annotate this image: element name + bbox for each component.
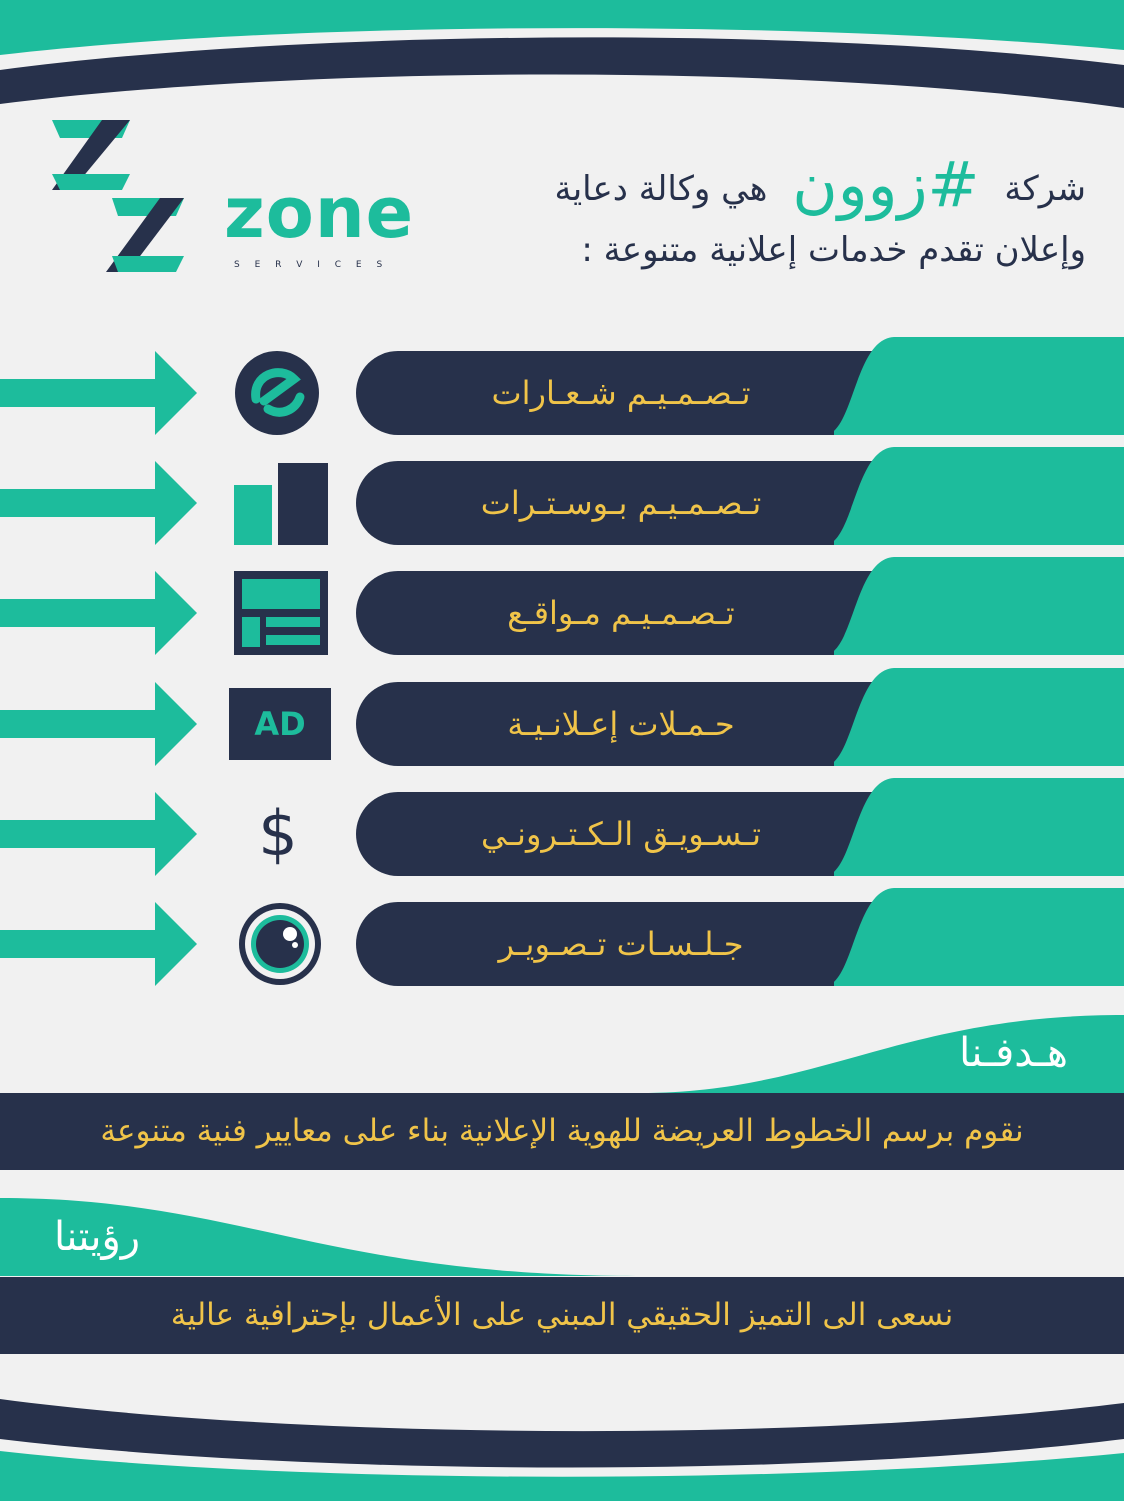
service-label: جـلـسـات تـصـويـر <box>498 925 744 963</box>
service-label: حـمـلات إعـلانـيـة <box>507 705 735 743</box>
service-label: تـصـمـيـم شـعـارات <box>491 374 751 412</box>
arrow-right-icon <box>0 902 200 986</box>
service-row <box>0 902 1124 986</box>
service-row <box>0 461 1124 545</box>
vision-wave <box>0 1198 1124 1278</box>
brand-logo <box>52 116 452 276</box>
vision-title: رؤيتنا <box>54 1214 141 1260</box>
intro-prefix: شركة <box>1004 169 1086 209</box>
arrow-right-icon <box>0 571 200 655</box>
service-row <box>0 792 1124 876</box>
brand-name: zone <box>224 172 415 254</box>
goal-text: نقوم برسم الخطوط العريضة للهوية الإعلانية بناء على معايير فنية متنوعة <box>100 1113 1024 1149</box>
service-label: تـصـمـيـم بـوسـتـرات <box>480 484 762 522</box>
dollar-sign: $ <box>258 797 298 870</box>
intro-line-2: وإعلان تقدم خدمات إعلانية متنوعة : <box>581 230 1086 270</box>
arrow-right-icon <box>0 682 200 766</box>
camera-lens-icon <box>238 902 322 986</box>
zz-logo-mark-icon <box>52 116 192 276</box>
website-layout-icon <box>234 571 328 655</box>
intro-suffix: هي وكالة دعاية <box>554 169 768 209</box>
service-label: تـسـويـق الـكـتـرونـي <box>480 815 762 853</box>
goal-wave <box>0 1015 1124 1095</box>
bottom-wave-decoration <box>0 1381 1124 1501</box>
poster-bars-icon <box>234 463 330 545</box>
service-row <box>0 351 1124 435</box>
arrow-right-icon <box>0 351 200 435</box>
intro-hashtag: #زوون <box>792 148 980 221</box>
dollar-icon <box>240 792 316 876</box>
arrow-right-icon <box>0 461 200 545</box>
logo-e-icon <box>234 351 320 437</box>
intro-text <box>446 148 1086 278</box>
vision-text: نسعى الى التميز الحقيقي المبني على الأعمال بإحترافية عالية <box>170 1297 954 1333</box>
service-row <box>0 571 1124 655</box>
service-row <box>0 682 1124 766</box>
service-label: تـصـمـيـم مـواقـع <box>507 594 735 632</box>
brand-tagline: S E R V I C E S <box>234 260 389 270</box>
goal-title: هـدفـنا <box>959 1030 1068 1076</box>
arrow-right-icon <box>0 792 200 876</box>
ad-badge-text: AD <box>254 705 306 743</box>
ad-badge-icon <box>229 688 331 760</box>
top-wave-decoration <box>0 0 1124 120</box>
